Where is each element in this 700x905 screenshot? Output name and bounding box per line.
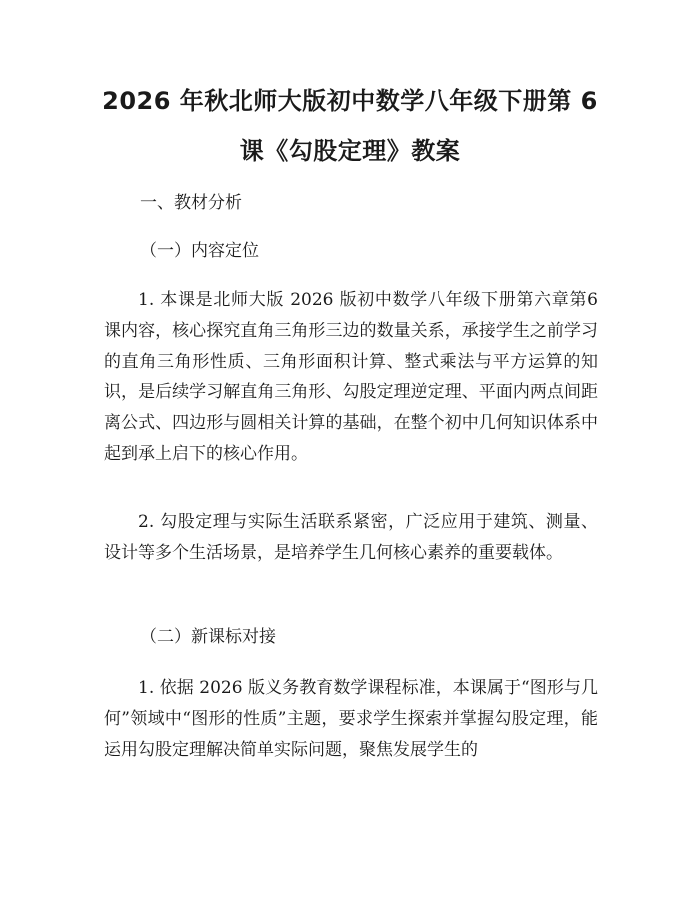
subheading-curriculum-standard: （二）新课标对接 (140, 627, 276, 647)
paragraph-content-positioning-2: 2. 勾股定理与实际生活联系紧密，广泛应用于建筑、测量、设计等多个生活场景，是培养学生几何核心素养的重要载体。 (104, 512, 598, 563)
paragraph-curriculum-standard-1: 1. 依据 2026 版义务教育数学课程标准，本课属于“图形与几何”领域中“图形的性质”主题，要求学生探索并掌握勾股定理，能运用勾股定理解决简单实际问题，聚焦发展学生的 (104, 678, 598, 760)
document-title-line-2: 课《勾股定理》教案 (239, 137, 461, 165)
section-heading-textbook-analysis: 一、教材分析 (140, 193, 242, 213)
document-title-line-1: 2026 年秋北师大版初中数学八年级下册第 6 (102, 87, 598, 115)
subheading-content-positioning: （一）内容定位 (140, 241, 259, 261)
paragraph-content-positioning-1: 1. 本课是北师大版 2026 版初中数学八年级下册第六章第6课内容，核心探究直角三角形三边的数量关系，承接学生之前学习的直角三角形性质、三角形面积计算、整式乘法与平方运算的知识，是后续学习解直角三角形、勾股定理逆定理、平面内两点间距离公式、四边形与圆相关计算的基础，在整个初中几何知识体系中起到承上启下的核心作用。 (104, 290, 598, 464)
